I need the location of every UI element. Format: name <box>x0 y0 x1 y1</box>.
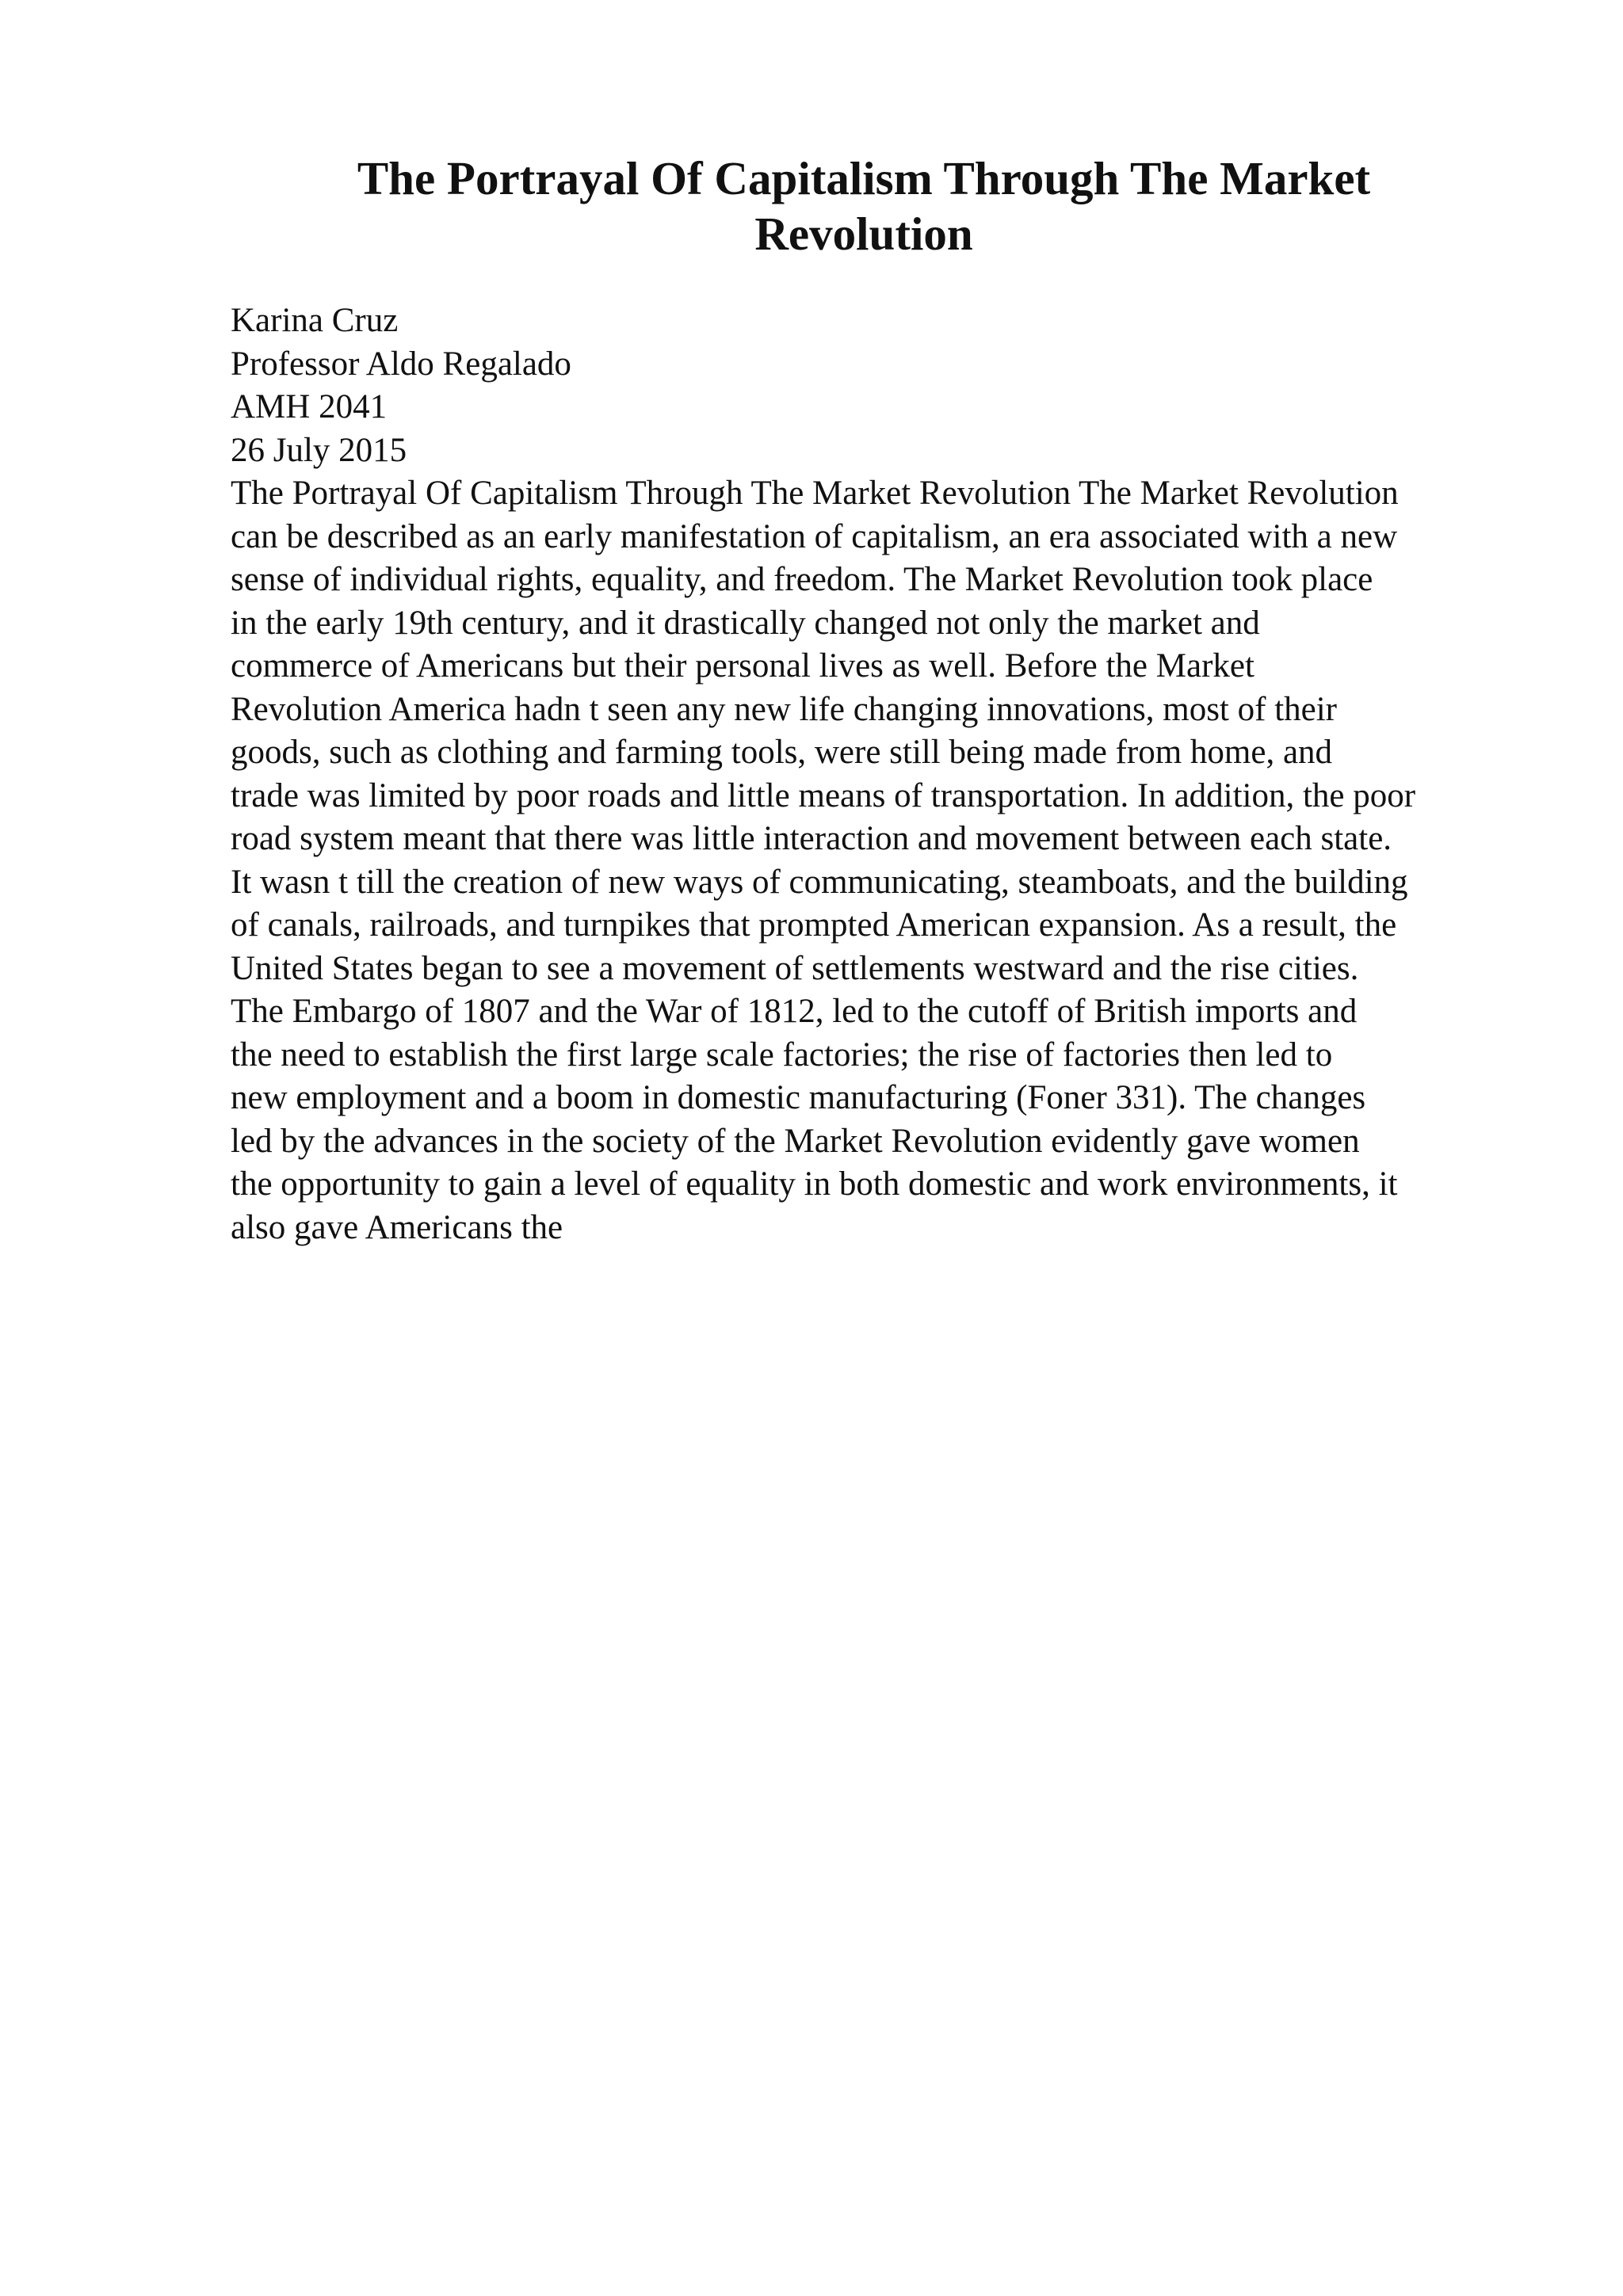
title-line: The Portrayal Of Capitalism Through The Market <box>357 152 1371 204</box>
header-block <box>231 299 1530 472</box>
document-content <box>231 299 1530 1249</box>
body-line: in the early 19th century, and it drastically changed not only the market and <box>231 604 1260 642</box>
body-line: also gave Americans the <box>231 1208 563 1246</box>
body-text <box>231 472 1530 1249</box>
body-line: United States began to see a movement of settlements westward and the rise cities. <box>231 949 1359 987</box>
body-line: of canals, railroads, and turnpikes that prompted American expansion. As a result, the <box>231 906 1397 944</box>
body-line: Revolution America hadn t seen any new life changing innovations, most of their <box>231 690 1337 728</box>
author-name: Karina Cruz <box>231 302 399 339</box>
body-line: commerce of Americans but their personal lives as well. Before the Market <box>231 647 1254 685</box>
body-line: sense of individual rights, equality, and freedom. The Market Revolution took place <box>231 561 1373 598</box>
body-line: new employment and a boom in domestic manufacturing (Foner 331). The changes <box>231 1079 1366 1116</box>
body-line: The Embargo of 1807 and the War of 1812, led to the cutoff of British imports and <box>231 993 1358 1030</box>
professor-name: Professor Aldo Regalado <box>231 345 571 383</box>
course-code: AMH 2041 <box>231 388 388 425</box>
body-line: the opportunity to gain a level of equality in both domestic and work environments, it <box>231 1165 1398 1203</box>
body-line: The Portrayal Of Capitalism Through The Market Revolution The Market Revolution <box>231 475 1399 512</box>
document-date: 26 July 2015 <box>231 431 407 469</box>
body-line: goods, such as clothing and farming tools, were still being made from home, and <box>231 734 1333 771</box>
title-line: Revolution <box>754 208 973 260</box>
body-line: It wasn t till the creation of new ways of communicating, steamboats, and the building <box>231 863 1408 901</box>
document-title <box>230 151 1498 261</box>
body-line: can be described as an early manifestation of capitalism, an era associated with a new <box>231 517 1398 555</box>
body-line: road system meant that there was little interaction and movement between each state. <box>231 820 1392 857</box>
body-line: the need to establish the first large scale factories; the rise of factories then led to <box>231 1035 1333 1074</box>
body-line: trade was limited by poor roads and little means of transportation. In addition, the poor <box>231 776 1416 814</box>
body-line: led by the advances in the society of the Market Revolution evidently gave women <box>231 1122 1360 1160</box>
